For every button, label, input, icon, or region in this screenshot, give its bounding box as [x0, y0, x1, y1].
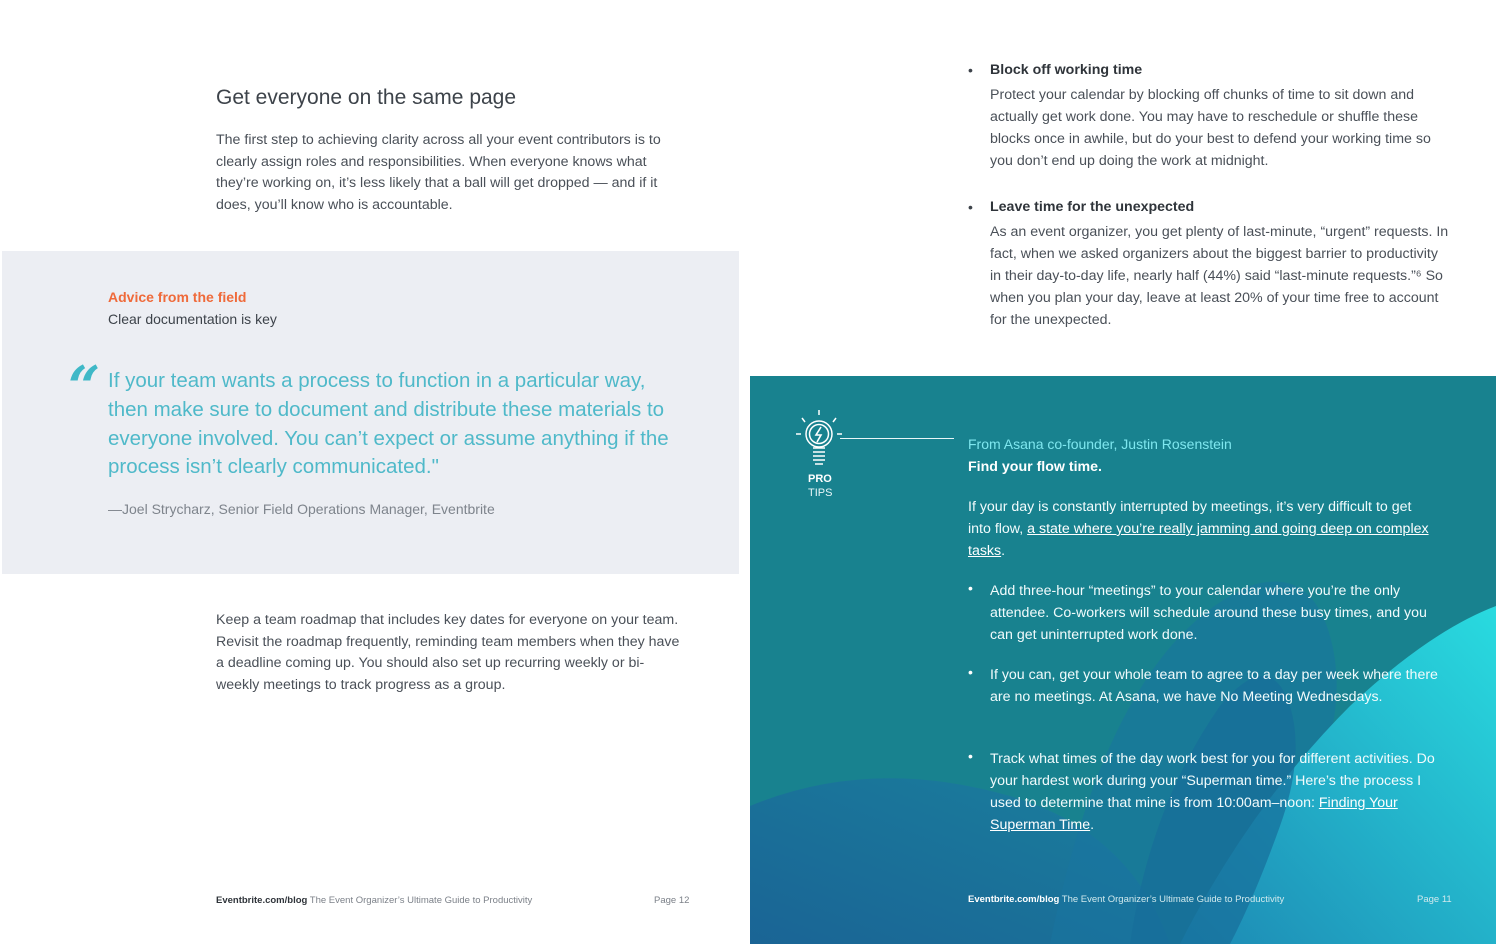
footer	[216, 895, 532, 906]
bullet-icon: •	[968, 664, 973, 680]
footer-title: The Event Organizer’s Ultimate Guide to Productivity	[1061, 894, 1285, 905]
divider	[840, 438, 954, 439]
bullet-body: Protect your calendar by blocking off chunks of time to sit down and actually get work done. You may have to reschedule or shuffle these blocks once in awhile, but do your best to defend your working time so you don’t end up doing the work at midnight.	[990, 87, 1431, 169]
pro-tip-text	[990, 748, 1440, 836]
flow-state-link[interactable]: a state where you’re really jamming and going deep on complex tasks	[968, 521, 1429, 559]
page-number: Page 11	[1417, 894, 1452, 905]
roadmap-paragraph: Keep a team roadmap that includes key dates for everyone on your team. Revisit the roadmap frequently, reminding team members when they have a deadline coming up. You should also set up recurring weekly or bi-weekly meetings to track progress as a group.	[216, 612, 680, 694]
page-number: Page 12	[654, 895, 690, 906]
bullet-heading: Leave time for the unexpected	[990, 199, 1195, 215]
advice-subtitle: Clear documentation is key	[108, 311, 277, 327]
pro-tip-text: Add three-hour “meetings” to your calendar where you’re the only attendee. Co-workers will schedule around these busy times, and you can get uninterrupted work done.	[990, 583, 1427, 643]
footer	[968, 894, 1284, 905]
bullet-icon: •	[968, 580, 973, 596]
bullet-icon: •	[968, 748, 973, 764]
section-title: Get everyone on the same page	[216, 86, 517, 109]
lightbulb-icon	[796, 410, 842, 472]
bullet-body: As an event organizer, you get plenty of last-minute, “urgent” requests. In fact, when we asked organizers about the biggest barrier to productivity in their day-to-day life, nearly half (44%) said “last-minute requests.”⁶ So when you plan your day, leave at least 20% of your time free to account for the unexpected.	[990, 224, 1449, 328]
intro-text: If your day is constantly interrupted by meetings, it’s very difficult to get into flow,	[968, 499, 1412, 537]
quote-attribution: —Joel Strycharz, Senior Field Operations Manager, Eventbrite	[108, 501, 495, 517]
pro-tip-text: If you can, get your whole team to agree to a day per week where there are no meetings. At Asana, we have No Meeting Wednesdays.	[990, 667, 1438, 705]
bullet-icon: •	[968, 62, 973, 78]
intro-end: .	[1001, 543, 1006, 559]
superman-time-link[interactable]: Finding Your Superman Time	[990, 795, 1398, 833]
pro-tips-title: Find your flow time.	[968, 459, 1102, 475]
advice-box	[2, 251, 739, 574]
pro-tips-intro	[968, 496, 1438, 562]
pro-tips-panel	[750, 376, 1496, 944]
footer-brand-link[interactable]: Eventbrite.com/blog	[216, 895, 308, 906]
bullet-heading: Block off working time	[990, 62, 1143, 78]
tip-text: Track what times of the day work best for you for different activities. Do your hardest work during your “Superman time.” Here’s the process I used to determine that mine is from 10:00am–noon:	[990, 751, 1435, 811]
quote-text: If your team wants a process to function in a particular way, then make sure to document and distribute these materials to everyone involved. You can’t expect or assume anything if the process isn’t clearly communicated."	[108, 369, 669, 479]
intro-paragraph: The first step to achieving clarity across all your event contributors is to clearly assign roles and responsibilities. When everyone knows what they’re working on, it’s less likely that a ball will get dropped — and if it does, you’ll know who is accountable.	[216, 132, 661, 214]
pro-tips-source: From Asana co-founder, Justin Rosenstein	[968, 436, 1232, 452]
panel-background-art	[750, 376, 1496, 944]
pro-label: PRO	[808, 473, 832, 485]
tip-end: .	[1090, 817, 1095, 833]
footer-brand-link[interactable]: Eventbrite.com/blog	[968, 894, 1060, 905]
advice-label: Advice from the field	[108, 289, 247, 305]
quote-mark-icon: “	[68, 354, 101, 420]
footer-title: The Event Organizer’s Ultimate Guide to Productivity	[309, 895, 533, 906]
tips-label: TIPS	[808, 487, 833, 499]
bullet-icon: •	[968, 199, 973, 215]
